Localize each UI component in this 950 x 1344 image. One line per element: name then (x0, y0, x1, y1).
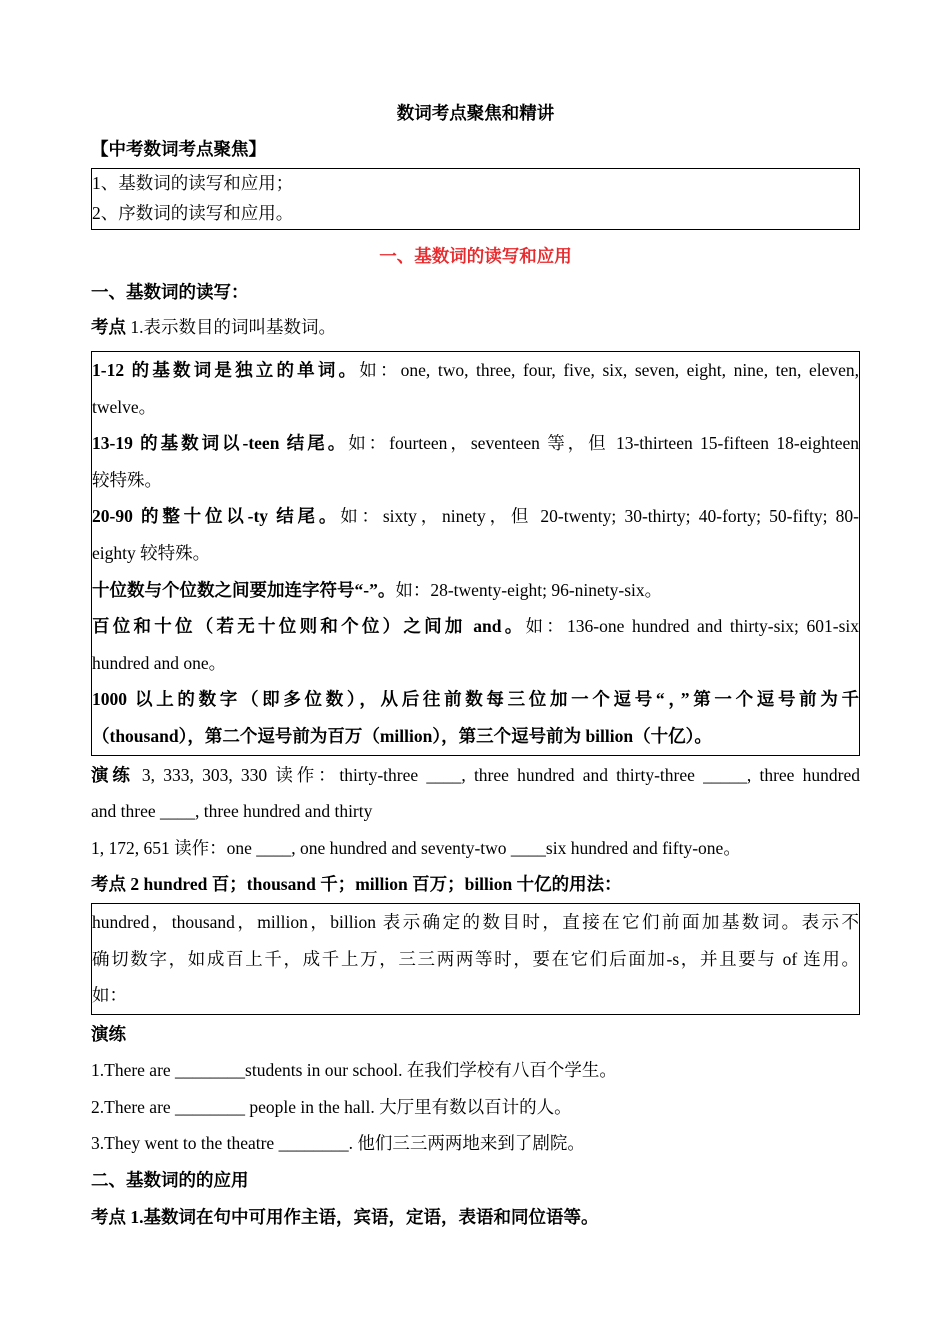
focus-item: 2、序数词的读写和应用。 (92, 203, 294, 223)
rule-line: （thousand），第二个逗号前为百万（million），第三个逗号前为 billion（十亿）。 (92, 725, 712, 746)
sub-heading: 二、基数词的的应用 (91, 1170, 249, 1191)
point-text: 1.表示数目的词叫基数词。 (130, 317, 336, 337)
exercise-2-label: 演练 (91, 1023, 126, 1044)
point-3: 考点 1.基数词在句中可用作主语，宾语，定语，表语和同位语等。 (91, 1206, 599, 1227)
focus-box (91, 168, 860, 230)
point-2-line: 确切数字，如成百上千，成千上万，三三两两等时，要在它们后面加-s，并且要与 of 连用。 (92, 948, 859, 969)
rule-line: 20-90 的整十位以-ty 结尾。如：sixty，ninety，但 20-twenty; 30-thirty; 40-forty; 50-fifty; 80- (92, 506, 859, 527)
point-label: 考点 (91, 317, 126, 337)
exercise-1-line: 1, 172, 651 读作：one ____, one hundred and seventy-two ____six hundred and fifty-one。 (91, 837, 741, 858)
rule-line: 1-12 的基数词是独立的单词。如：one, two, three, four, five, six, seven, eight, nine, ten, eleven, (92, 360, 859, 380)
exercise-1-line: and three ____, three hundred and thirty (91, 801, 373, 822)
point-2-line: 如： (92, 985, 127, 1006)
rule-line: 百位和十位（若无十位则和个位）之间加 and。如：136-one hundred and thirty-six; 601-six (92, 616, 860, 637)
rule-line: twelve。 (92, 396, 157, 417)
focus-heading: 【中考数词考点聚焦】 (91, 139, 266, 159)
rule-line: 13-19 的基数词以-teen 结尾。如：fourteen，seventeen 等，但 13-thirteen 15-fifteen 18-eighteen (92, 433, 860, 454)
rule-line: 十位数与个位数之间要加连字符号“-”。如：28-twenty-eight; 96-ninety-six。 (92, 579, 663, 600)
document-page (91, 96, 860, 1235)
exercise-1-line: 演练 3, 333, 303, 330 读作：thirty-three ____, three hundred and thirty-three _____, three hundred (91, 764, 860, 785)
exercise-2-item: 3.They went to the theatre ________. 他们三三两两地来到了剧院。 (91, 1133, 585, 1154)
exercise-2-item: 1.There are ________students in our school. 在我们学校有八百个学生。 (91, 1060, 617, 1081)
rule-line: hundred and one。 (92, 652, 227, 673)
rule-line: 1000 以上的数字（即多位数），从后往前数每三位加一个逗号“，”第一个逗号前为千 (92, 689, 859, 710)
rules-box (91, 351, 860, 756)
page-title: 数词考点聚焦和精讲 (396, 103, 555, 123)
rule-line: 较特殊。 (92, 469, 162, 490)
point-2-heading: 考点 2 hundred 百；thousand 千；million 百万；billion 十亿的用法： (91, 874, 622, 895)
exercise-2-item: 2.There are ________ people in the hall. 大厅里有数以百计的人。 (91, 1096, 572, 1117)
sub-heading: 一、基数词的读写： (91, 282, 249, 302)
point-2-line: hundred，thousand，million，billion 表示确定的数目时，直接在它们前面加基数词。表示不 (92, 911, 859, 932)
exercise-label: 演练 (91, 764, 134, 785)
point-2-box (91, 903, 860, 1015)
rule-line: eighty 较特殊。 (92, 542, 211, 563)
focus-item: 1、基数词的读写和应用； (92, 173, 294, 193)
section-title: 一、基数词的读写和应用 (379, 246, 572, 266)
point-1 (91, 303, 860, 351)
